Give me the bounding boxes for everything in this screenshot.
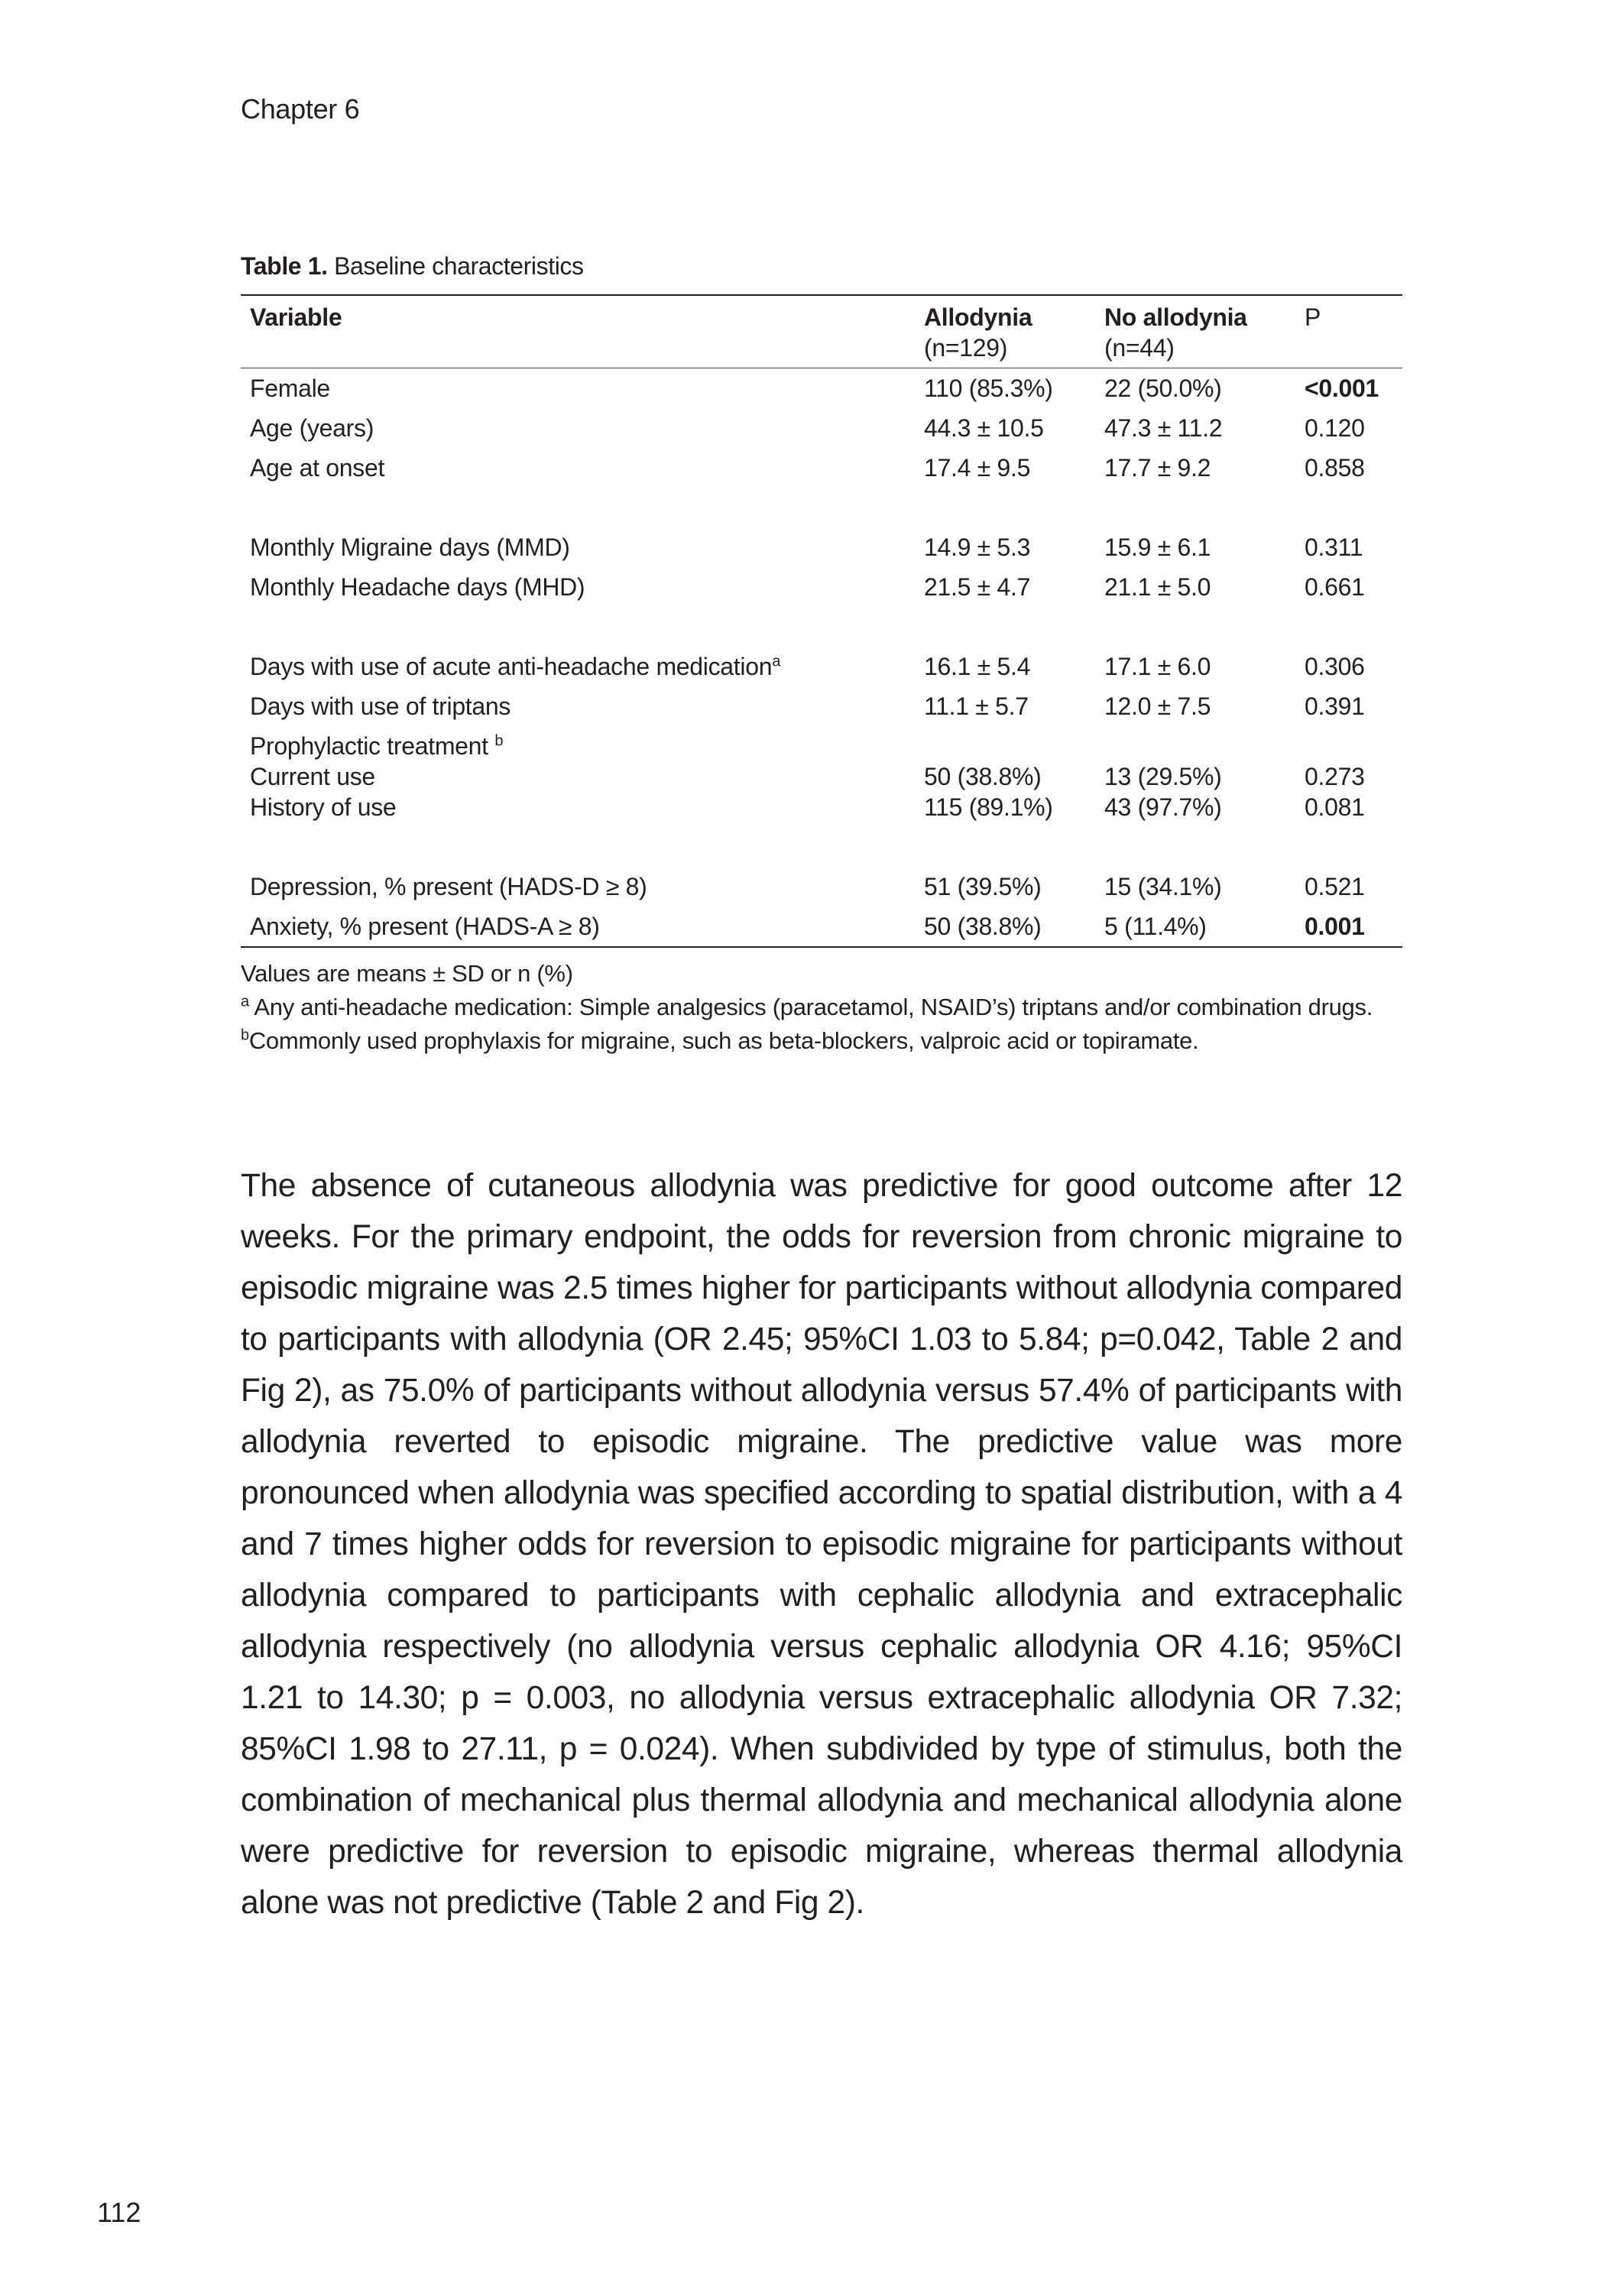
header-variable: Variable [250,303,342,331]
header-no-allodynia: No allodynia (n=44) [1104,303,1247,362]
running-head: Chapter 6 [241,93,360,125]
table-1 [241,252,1402,1058]
table-row: Anxiety, % present (HADS-A ≥ 8) 50 (38.8%) 5 (11.4%) 0.001 [241,906,1402,947]
table-caption [241,252,1402,281]
table-notes [241,957,1402,1058]
table-spacer-row [241,488,1402,527]
table-row-prophylactic: Prophylactic treatment $^b$ Current use History of use 50 (38.8%) 115 (89.1%) 13 (29.5%) 43 (97.7%) 0.273 0.081 [250,732,1365,821]
header-allodynia: Allodynia (n=129) [924,303,1032,362]
body-paragraph: The absence of cutaneous allodynia was predictive for good outcome after 12 weeks. For the primary endpoint, the odds for reversion from chronic migraine to episodic migraine was 2.5 times higher for participants without allodynia compared to participants with allodynia (OR 2.45; 95%CI 1.03 to 5.84; p=0.042, Table 2 and Fig 2), as 75.0% of participants without allodynia versus 57.4% of participants with allodynia reverted to episodic migraine. The predictive value was more pronounced when allodynia was specified according to spatial distribution, with a 4 and 7 times higher odds for reversion to episodic migraine for participants without allodynia compared to participants with cephalic allodynia and extracephalic allodynia respectively (no allodynia versus cephalic allodynia OR 4.16; 95%CI 1.21 to 14.30; p = 0.003, no allodynia versus extracephalic allodynia OR 7.32; 85%CI 1.98 to 27.11, p = 0.024). When subdivided by type of stimulus, both the combination of mechanical plus thermal allodynia and mechanical allodynia alone were predictive for reversion to episodic migraine, whereas thermal allodynia alone was not predictive (Table 2 and Fig 2). [241,1168,1402,1921]
table-header-row [241,295,1402,368]
footnote-marker-a: a [772,652,781,670]
baseline-characteristics-table [241,294,1402,948]
table-row: Days with use of acute anti-headache medication$^a$ 16.1 ± 5.4 17.1 ± 6.0 0.306 [250,652,1365,680]
table-row: Monthly Migraine days (MMD) 14.9 ± 5.3 15.9 ± 6.1 0.311 [250,533,1363,561]
table-row: Age (years) 44.3 ± 10.5 47.3 ± 11.2 0.120 [250,414,1365,442]
table-caption-label: Table 1. [241,252,328,280]
page-number: 112 [97,2197,141,2228]
table-note-a: $^a$ Any anti-headache medication: Simple analgesics (paracetamol, NSAID’s) triptans and/or combination drugs. [241,993,1373,1020]
header-p: P [1305,303,1321,331]
table-caption-text: Baseline characteristics [334,252,584,280]
table-spacer-row [241,827,1402,867]
table-row: Monthly Headache days (MHD) 21.5 ± 4.7 21.1 ± 5.0 0.661 [250,572,1365,601]
table-row: Days with use of triptans 11.1 ± 5.7 12.0 ± 7.5 0.391 [250,692,1365,720]
table-row: Female 110 (85.3%) 22 (50.0%) <0.001 [250,374,1379,402]
table-note-values: Values are means ± SD or n (%) [241,960,573,987]
table-note-b: $^b$Commonly used prophylaxis for migraine, such as beta-blockers, valproic acid or topiramate. [241,1026,1199,1054]
table-row: Depression, % present (HADS-D ≥ 8) 51 (39.5%) 15 (34.1%) 0.521 [250,872,1365,900]
table-spacer-row [241,607,1402,647]
table-row: Age at onset 17.4 ± 9.5 17.7 ± 9.2 0.858 [250,453,1365,482]
footnote-marker-b: b [494,732,504,750]
